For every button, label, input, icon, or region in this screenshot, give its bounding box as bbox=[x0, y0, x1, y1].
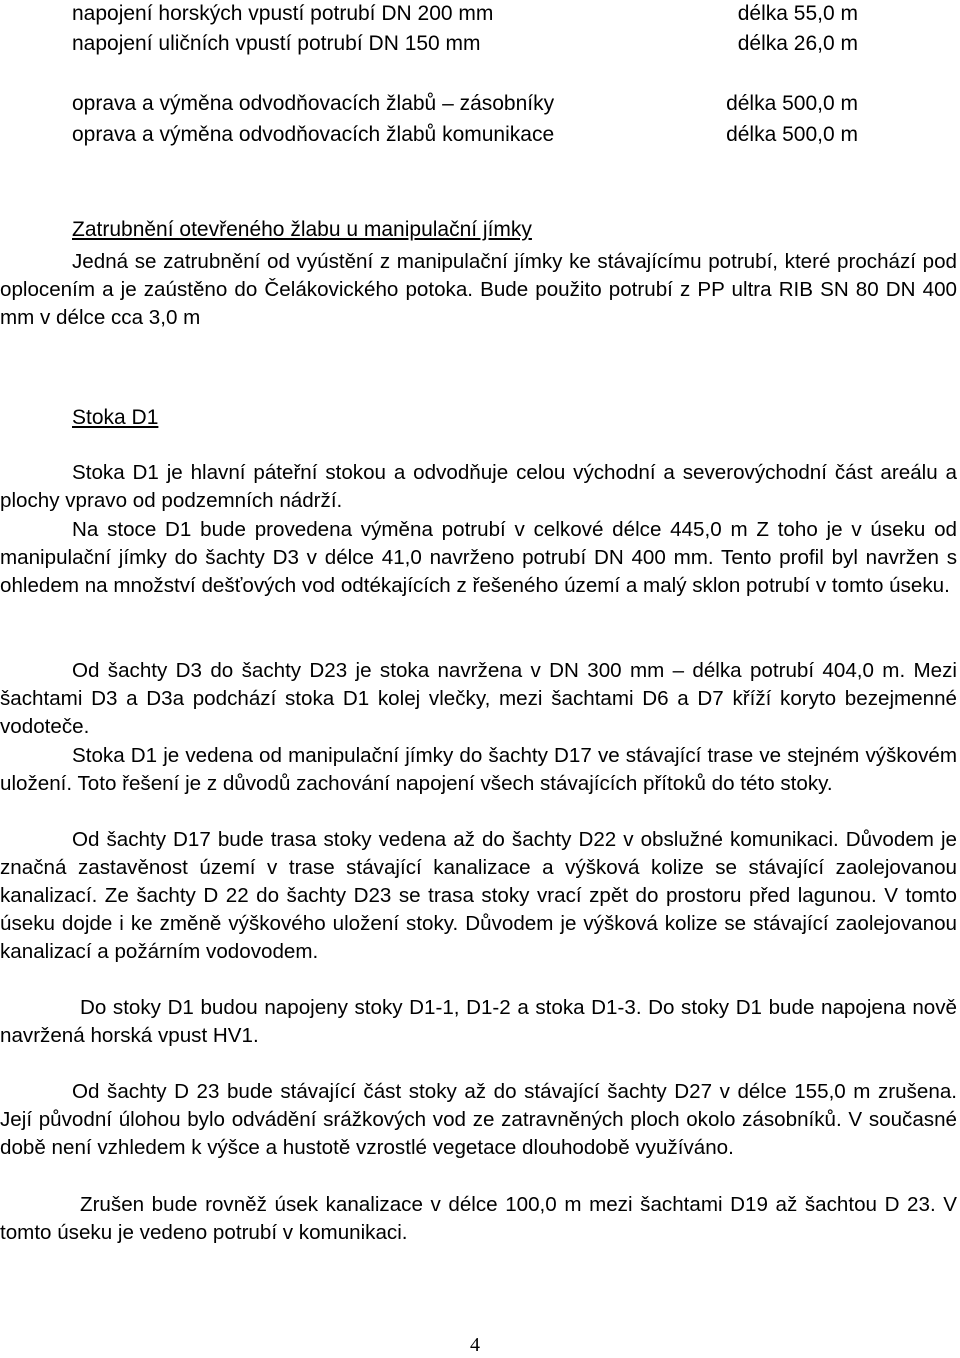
length-value: délka 26,0 m bbox=[737, 32, 858, 55]
length-label: oprava a výměna odvodňovacích žlabů komunikace bbox=[72, 123, 555, 146]
page-number: 4 bbox=[470, 1334, 480, 1356]
length-label: oprava a výměna odvodňovacích žlabů – zásobníky bbox=[72, 92, 555, 115]
length-value: délka 500,0 m bbox=[726, 123, 858, 146]
paragraph: Od šachty D 23 bude stávající část stoky až do stávající šachty D27 v délce 155,0 m zrušena. Její původní úlohou bylo odvádění srážkových vod ze zatravněných ploch okolo zásobníků. V současné době není vzhledem k výšce a hustotě vzrostlé vegetace dlouhodobě využíváno. bbox=[0, 1080, 957, 1159]
paragraph: Na stoce D1 bude provedena výměna potrubí v celkové délce 445,0 m Z toho je v úseku od manipulační jímky do šachty D3 v délce 41,0 navrženo potrubí DN 400 mm. Tento profil byl navržen s ohledem na množství dešťových vod odtékajících z řešeného území a malý sklon potrubí v tomto úseku. bbox=[0, 518, 957, 597]
paragraph: Do stoky D1 budou napojeny stoky D1-1, D1-2 a stoka D1-3. Do stoky D1 bude napojena nově navržená horská vpust HV1. bbox=[0, 996, 957, 1047]
paragraph: Od šachty D17 bude trasa stoky vedena až do šachty D22 v obslužné komunikaci. Důvodem je značná zastavěnost území v trase stávající kanalizace a výšková kolize se stávající zaolejovanou kanalizací. Ze šachty D 22 do šachty D23 se trasa stoky vrací zpět do prostoru před lagunou. V tomto úseku dojde i ke změně výškového uložení stoky. Důvodem je výšková kolize se stávající zaolejovanou kanalizací a požárním vodovodem. bbox=[0, 828, 957, 963]
paragraph: Jedná se zatrubnění od vyústění z manipulační jímky ke stávajícímu potrubí, které prochází pod oplocením a je zaústěno do Čelákovického potoka. Bude použito potrubí z PP ultra RIB SN 80 DN 400 mm v délce cca 3,0 m bbox=[0, 250, 957, 329]
length-value: délka 55,0 m bbox=[737, 2, 858, 25]
length-label: napojení uličních vpustí potrubí DN 150 mm bbox=[72, 32, 481, 55]
section-heading: Zatrubnění otevřeného žlabu u manipulační jímky bbox=[72, 218, 532, 241]
paragraph: Zrušen bude rovněž úsek kanalizace v délce 100,0 m mezi šachtami D19 až šachtou D 23. V tomto úseku je vedeno potrubí v komunikaci. bbox=[0, 1193, 957, 1244]
length-value: délka 500,0 m bbox=[726, 92, 858, 115]
paragraph: Stoka D1 je vedena od manipulační jímky do šachty D17 ve stávající trase ve stejném výškovém uložení. Toto řešení je z důvodů zachování napojení všech stávajících přítoků do této stoky. bbox=[0, 744, 957, 795]
section-heading: Stoka D1 bbox=[72, 406, 159, 429]
paragraph: Od šachty D3 do šachty D23 je stoka navržena v DN 300 mm – délka potrubí 404,0 m. Mezi šachtami D3 a D3a podchází stoka D1 kolej vlečky, mezi šachtami D6 a D7 kříží koryto bezejmenné vodoteče. bbox=[0, 659, 957, 738]
paragraph: Stoka D1 je hlavní páteřní stokou a odvodňuje celou východní a severovýchodní část areálu a plochy vpravo od podzemních nádrží. bbox=[0, 461, 957, 512]
length-label: napojení horských vpustí potrubí DN 200 mm bbox=[72, 2, 494, 25]
